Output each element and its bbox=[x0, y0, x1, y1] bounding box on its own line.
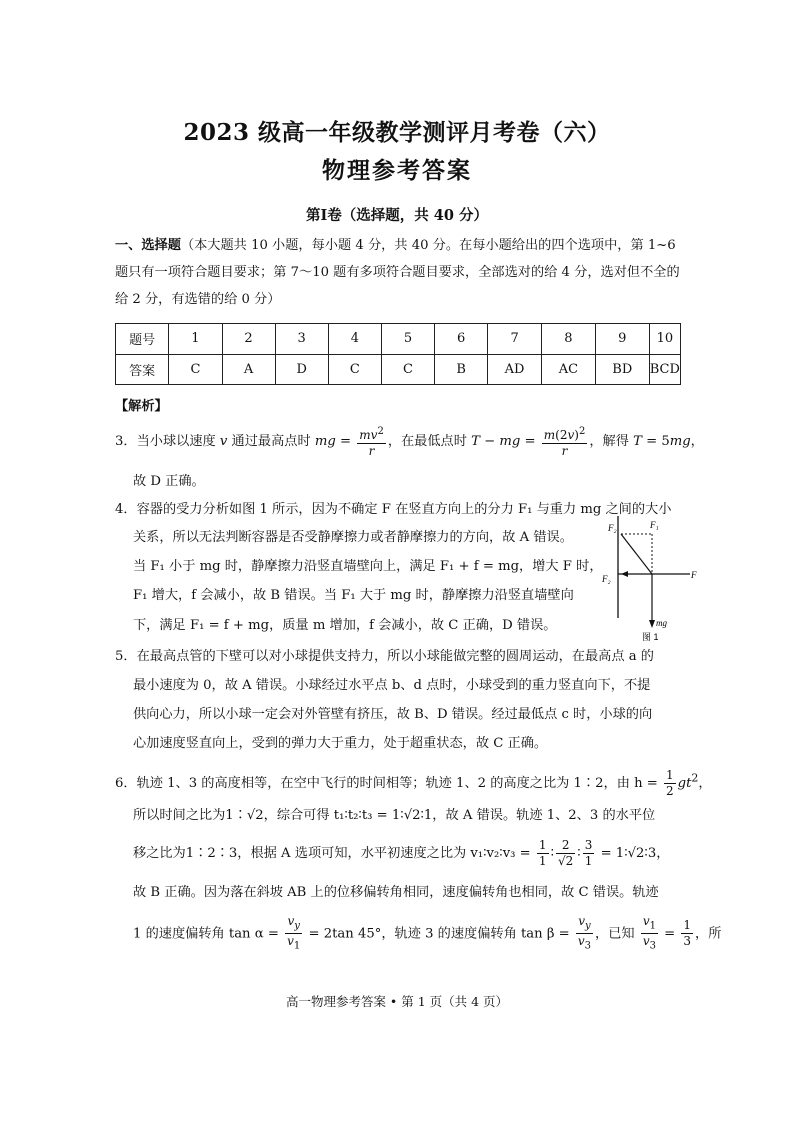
table-cell: C bbox=[328, 354, 381, 385]
q3-formula-bottom: T − mg bbox=[471, 434, 521, 449]
table-cell: 10 bbox=[649, 324, 680, 355]
q6-fraction-1: $\frac{1}{1}$ bbox=[538, 838, 547, 868]
q3-fraction-top: $\frac{mv^2}{r}$ bbox=[359, 426, 384, 458]
q3-text-d: ，解得 bbox=[589, 434, 634, 449]
table-cell: 4 bbox=[328, 324, 381, 355]
table-cell: 1 bbox=[169, 324, 222, 355]
q4-line4: F₁ 增大，f 会减小，故 B 错误。当 F₁ 大于 mg 时，静摩擦力沿竖直墙壁向 bbox=[133, 588, 574, 603]
table-cell: BCD bbox=[649, 354, 680, 385]
label-f2-left: F₂ bbox=[602, 574, 611, 584]
q5-line4: 心加速度竖直向上，受到的弹力大于重力，处于超重状态，故 C 正确。 bbox=[133, 736, 548, 751]
section-heading: 第Ⅰ卷（选择题，共 40 分） bbox=[305, 207, 489, 224]
q3-result: T bbox=[633, 434, 642, 449]
table-cell: BD bbox=[595, 354, 649, 385]
q3-formula-v: v bbox=[219, 434, 228, 449]
table-cell: 2 bbox=[222, 324, 275, 355]
table-cell: 6 bbox=[435, 324, 488, 355]
q6-line5-text-d: ，所 bbox=[695, 926, 722, 942]
q4-line5: 下，满足 F₁ = f + mg，质量 m 增加，f 会减小，故 C 正确，D 错误。 bbox=[133, 618, 557, 633]
q6-line3-text-a: 移之比为1∶2∶3，根据 A 选项可知，水平初速度之比为 v₁∶v₂∶v₃ = bbox=[133, 846, 531, 861]
diagonal-force-line bbox=[621, 534, 652, 574]
f2-arrow-head bbox=[621, 571, 628, 577]
choice-instructions-text: （本大题共 10 小题，每小题 4 分，共 40 分。在每小题给出的四个选项中，第 1~6 题只有一项符合题目要求；第 7～10 题有多项符合题目要求，全部选对的给 4 分，选对但不全的给 2 分，有选错的给 0 分） bbox=[115, 238, 680, 307]
exam-subtitle: 物理参考答案 bbox=[322, 157, 472, 184]
table-cell: 8 bbox=[542, 324, 596, 355]
choice-instructions bbox=[115, 232, 681, 313]
answer-table bbox=[115, 323, 681, 385]
q6-line5: 1 的速度偏转角 tan α = $\frac{v_y}{v_1}$ = 2tan 45°，轨迹 3 的速度偏转角 tan β = $\frac{v_y}{v_3}$ ，已知 $\frac{v_1}{v_3}$ = $\frac{1}{3}$ ，所 bbox=[133, 914, 722, 952]
q3-text-b: 通过最高点时 bbox=[227, 434, 315, 449]
table-cell: A bbox=[222, 354, 275, 385]
q6-fraction-vy-v1: $\frac{v_y}{v_1}$ bbox=[287, 914, 301, 952]
q6-line3: 移之比为1∶2∶3，根据 A 选项可知，水平初速度之比为 v₁∶v₂∶v₃ = $\frac{1}{1}$ ∶ $\frac{2}{√2}$ ∶ $\frac{3}{1}$ = 1∶√2∶3， bbox=[133, 838, 670, 868]
table-cell: 9 bbox=[595, 324, 649, 355]
q3-fraction-bottom: $\frac{m(2v)^2}{r}$ bbox=[543, 426, 586, 458]
q5-line1: 5．在最高点管的下壁可以对小球提供支持力，所以小球能做完整的圆周运动，在最高点 a 的 bbox=[115, 649, 654, 664]
table-header-cell: 题号 bbox=[116, 324, 169, 355]
label-mg: mg bbox=[656, 618, 667, 628]
q6-line5-text-a: 1 的速度偏转角 tan α = bbox=[133, 926, 279, 942]
table-cell: B bbox=[435, 354, 488, 385]
q3-line2: 故 D 正确。 bbox=[133, 474, 205, 489]
table-cell: D bbox=[275, 354, 328, 385]
q4-line3: 当 F₁ 小于 mg 时，静摩擦力沿竖直墙壁向上，满足 F₁ + f = mg，增大 F 时， bbox=[133, 559, 603, 574]
q6-fraction-3: $\frac{3}{1}$ bbox=[584, 838, 593, 868]
q4-line1: 4．容器的受力分析如图 1 所示，因为不确定 F 在竖直方向上的分力 F₁ 与重力 mg 之间的大小 bbox=[115, 502, 672, 517]
analysis-label: 【解析】 bbox=[115, 399, 168, 414]
force-diagram-figure bbox=[598, 516, 708, 646]
label-f2-top: F₂ bbox=[608, 523, 617, 533]
q3-text-c: ，在最低点时 bbox=[387, 434, 472, 449]
table-cell: C bbox=[169, 354, 222, 385]
q6-fraction-half: $\frac{1}{2}$ bbox=[666, 768, 674, 798]
q6-line5-text-b: = 2tan 45°，轨迹 3 的速度偏转角 tan β = bbox=[308, 926, 570, 942]
q6-line5-text-c: ，已知 bbox=[595, 926, 635, 942]
mg-arrow-head bbox=[649, 620, 655, 628]
q5-line3: 供向心力，所以小球一定会对外管壁有挤压，故 B、D 错误。经过最低点 c 时，小球的向 bbox=[133, 707, 653, 722]
q3-text-a: 3．当小球以速度 bbox=[115, 434, 220, 449]
label-f: F bbox=[691, 570, 697, 580]
q3-line1: 3．当小球以速度 v 通过最高点时 mg = $\frac{mv^2}{r}$ ，在最低点时 T − mg = $\frac{m(2v)^2}{r}$ ，解得 T = 5mg， bbox=[115, 426, 704, 458]
table-cell: AD bbox=[488, 354, 542, 385]
q6-line2: 所以时间之比为1∶√2，综合可得 t₁∶t₂∶t₃ = 1∶√2∶1，故 A 错误。轨迹 1、2、3 的水平位 bbox=[133, 808, 656, 823]
table-cell: 3 bbox=[275, 324, 328, 355]
q4-line2: 关系，所以无法判断容器是否受静摩擦力或者静摩擦力的方向，故 A 错误。 bbox=[133, 530, 573, 545]
q6-line3-text-b: = 1∶√2∶3， bbox=[600, 846, 670, 861]
q6-line4: 故 B 正确。因为落在斜坡 AB 上的位移偏转角相同，速度偏转角也相同，故 C 错误。轨迹 bbox=[133, 885, 659, 900]
q6-fraction-2: $\frac{2}{√2}$ bbox=[558, 838, 574, 868]
page-footer: 高一物理参考答案 • 第 1 页（共 4 页） bbox=[285, 994, 509, 1009]
q6-line1-text: 6．轨迹 1、3 的高度相等，在空中飞行的时间相等；轨迹 1、2 的高度之比为 1∶2，由 h = bbox=[115, 776, 658, 791]
table-cell: 5 bbox=[381, 324, 434, 355]
label-f1: F₁ bbox=[650, 520, 659, 530]
q6-fraction-vy-v3: $\frac{v_y}{v_3}$ bbox=[577, 914, 592, 952]
table-row-answers bbox=[116, 354, 681, 385]
q6-fraction-one-third: $\frac{1}{3}$ bbox=[683, 918, 692, 949]
table-cell: 7 bbox=[488, 324, 542, 355]
q3-formula-top: mg bbox=[314, 434, 336, 449]
q5-line2: 最小速度为 0，故 A 错误。小球经过水平点 b、d 点时，小球受到的重力竖直向下，不提 bbox=[133, 678, 651, 693]
choice-label: 一、选择题 bbox=[115, 238, 181, 253]
table-row-numbers bbox=[116, 324, 681, 355]
figure-caption: 图 1 bbox=[642, 632, 659, 642]
table-cell: AC bbox=[542, 354, 596, 385]
q6-line1: 6．轨迹 1、3 的高度相等，在空中飞行的时间相等；轨迹 1、2 的高度之比为 1∶2，由 h = $\frac{1}{2}$ $gt^2$， bbox=[115, 768, 712, 798]
table-header-cell: 答案 bbox=[116, 354, 169, 385]
exam-title: 2023 级高一年级教学测评月考卷（六） bbox=[183, 119, 611, 146]
q6-fraction-v1-v3: $\frac{v_1}{v_3}$ bbox=[642, 914, 656, 952]
table-cell: C bbox=[381, 354, 434, 385]
